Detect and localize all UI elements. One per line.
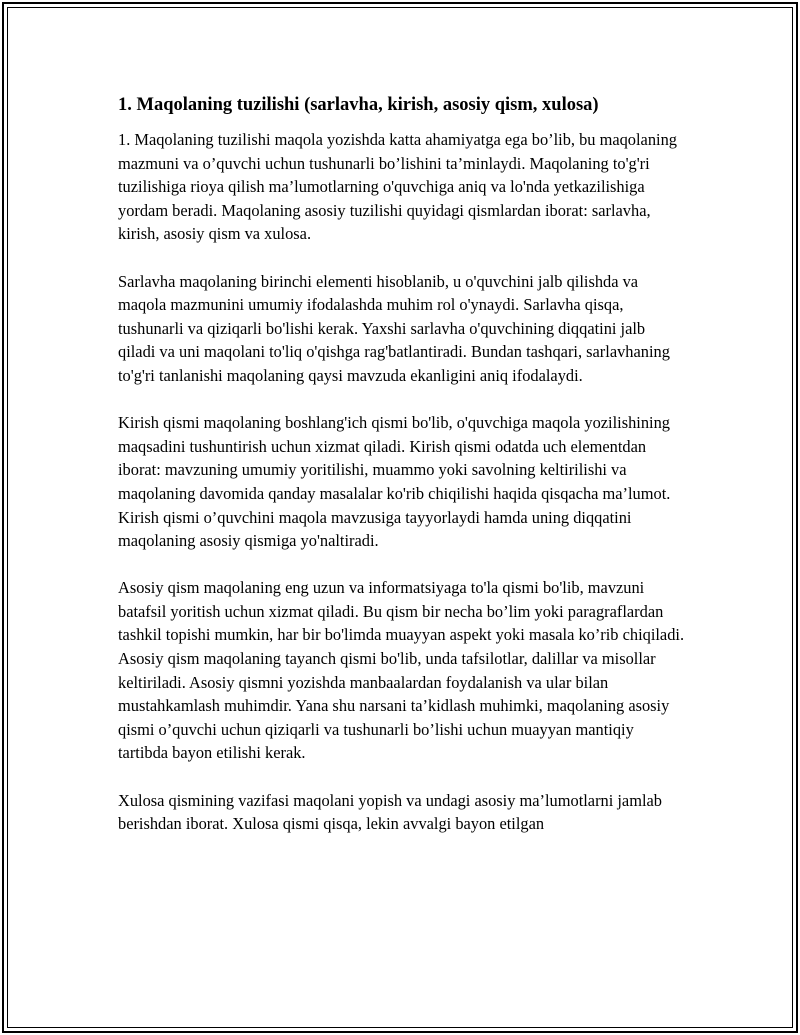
- document-heading: 1. Maqolaning tuzilishi (sarlavha, kirish, asosiy qism, xulosa): [118, 95, 599, 115]
- paragraph-xulosa: Xulosa qismining vazifasi maqolani yopish va undagi asosiy ma’lumotlarni jamlab berishdan iborat. Xulosa qismi qisqa, lekin avvalgi bayon etilgan: [118, 790, 662, 834]
- paragraph-asosiy-qism: Asosiy qism maqolaning eng uzun va informatsiyaga to'la qismi bo'lib, mavzuni batafsil yoritish uchun xizmat qiladi. Bu qism bir necha bo’lim yoki paragraflardan tashkil topishi mumkin, har bir bo'limda muayyan aspekt yoki masala ko’rib chiqiladi. Asosiy qism maqolaning tayanch qismi bo'lib, unda tafsilotlar, dalillar va misollar keltiriladi. Asosiy qismni yozishda manbaalardan foydalanish va ular bilan mustahkamlash muhimdir. Yana shu narsani ta’kidlash muhimki, maqolaning asosiy qismi o’quvchi uchun qiziqarli va tushunarli bo’lishi uchun muayyan mantiqiy tartibda bayon etilishi kerak.: [118, 578, 685, 763]
- document-body: [118, 92, 686, 859]
- paragraph-intro: 1. Maqolaning tuzilishi maqola yozishda katta ahamiyatga ega bo’lib, bu maqolaning mazmuni va o’quvchi uchun tushunarli bo’lishini ta’minlaydi. Maqolaning to'g'ri tuzilishiga rioya qilish ma’lumotlarning o'quvchiga aniq va lo'nda yetkazilishiga yordam beradi. Maqolaning asosiy tuzilishi quyidagi qismlardan iborat: sarlavha, kirish, asosiy qism va xulosa.: [118, 130, 677, 244]
- paragraph-sarlavha: Sarlavha maqolaning birinchi elementi hisoblanib, u o'quvchini jalb qilishda va maqola mazmunini umumiy ifodalashda muhim rol o'ynaydi. Sarlavha qisqa, tushunarli va qiziqarli bo'lishi kerak. Yaxshi sarlavha o'quvchining diqqatini jalb qiladi va uni maqolani to'liq o'qishga rag'batlantiradi. Bundan tashqari, sarlavhaning to'g'ri tanlanishi maqolaning qaysi mavzuda ekanligini aniq ifodalaydi.: [118, 271, 670, 385]
- paragraph-kirish: Kirish qismi maqolaning boshlang'ich qismi bo'lib, o'quvchiga maqola yozilishining maqsadini tushuntirish uchun xizmat qiladi. Kirish qismi odatda uch elementdan iborat: mavzuning umumiy yoritilishi, muammo yoki savolning keltirilishi va maqolaning davomida qanday masalalar ko'rib chiqilishi haqida qisqacha ma’lumot. Kirish qismi o’quvchini maqola mavzusiga tayyorlaydi hamda uning diqqatini maqolaning asosiy qismiga yo'naltiradi.: [118, 413, 671, 551]
